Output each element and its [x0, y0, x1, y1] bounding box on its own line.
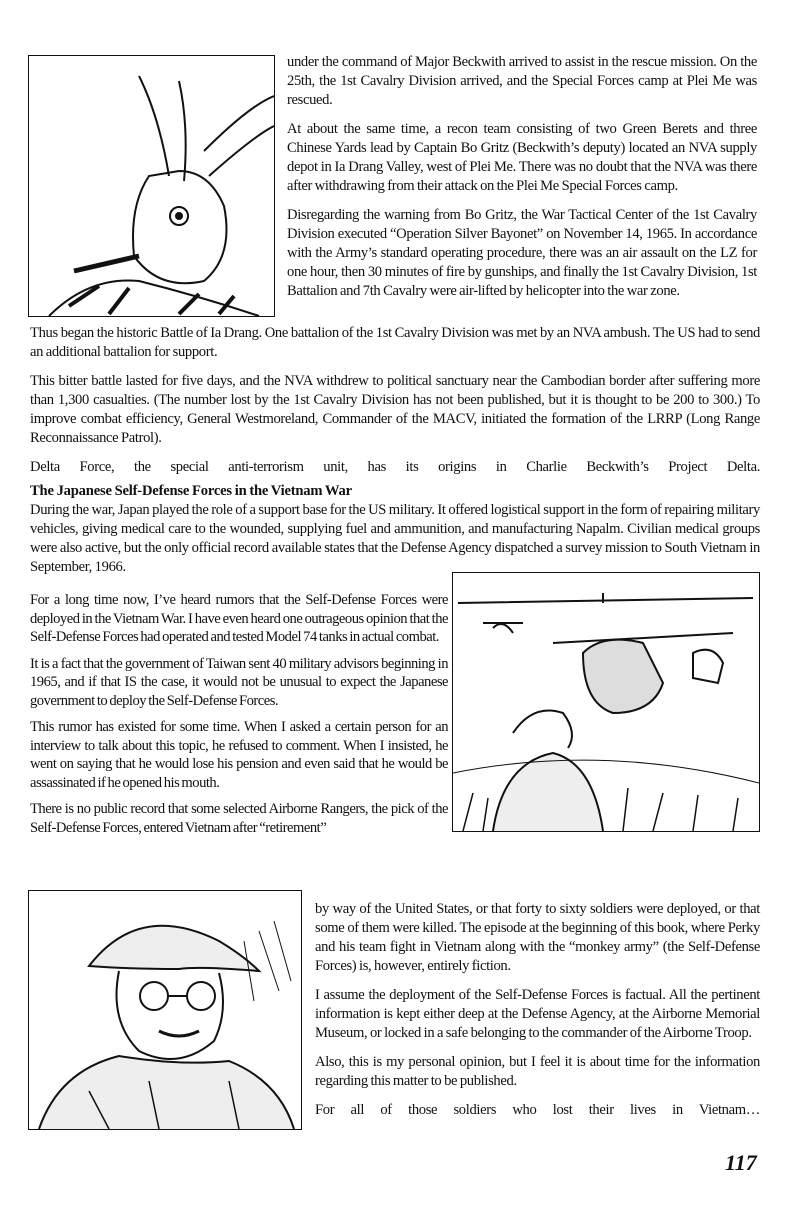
paragraph: At about the same time, a recon team consisting of two Green Berets and three Chinese Yards lead by Captain Bo Gritz (Beckwith’s deputy) located an NVA supply depot in Ia Drang Valley, west of Plei Me. There was no doubt that the NVA was there after withdrawing from their attack on the Plei Me Special Forces camp. [287, 121, 757, 194]
paragraph: It is a fact that the government of Taiwan sent 40 military advisors beginning in 1965, and if that IS the case, it would not be unusual to expect the Japanese government to deploy the Self-Defense Forces. [30, 655, 448, 709]
rabbit-drawing [29, 56, 274, 316]
paragraph: This bitter battle lasted for five days, and the NVA withdrew to political sanctuary near the Cambodian border after suffering more than 1,300 casualties. (The number lost by the 1st Cavalry Division has not been published, but it is thought to be 200 to 300.) To improve combat efficiency, General Westmoreland, Commander of the MACV, initiated the formation of the LRRP (Long Range Reconnaissance Patrol). [30, 373, 760, 446]
illustration-rabbit-soldier [28, 55, 275, 317]
paragraph: This rumor has existed for some time. When I asked a certain person for an interview to talk about this topic, he refused to comment. When I insisted, he went on saying that he would lose his pension and even said that he would be assassinated if he opened his mouth. [30, 719, 448, 791]
section3-left-column [30, 591, 448, 845]
illustration-monkey-soldier [28, 890, 302, 1130]
illustration-helicopters [452, 572, 760, 832]
paragraph: During the war, Japan played the role of a support base for the US military. It offered logistical support in the form of repairing military vehicles, giving medical care to the wounded, supplying fuel and ammunition, and manufacturing Napalm. Civilian medical groups were also active, but the only official record available states that the Defense Agency dispatched a survey mission to South Vietnam in September, 1966. [30, 502, 760, 575]
section2-full-width [30, 324, 760, 587]
monkey-drawing [29, 891, 301, 1129]
page-number: 117 [725, 1150, 757, 1175]
section-heading: The Japanese Self-Defense Forces in the Vietnam War [30, 483, 352, 499]
paragraph: Also, this is my personal opinion, but I feel it is about time for the information regarding this matter to be published. [315, 1054, 760, 1089]
section1-right-column [287, 53, 757, 311]
paragraph: Disregarding the warning from Bo Gritz, the War Tactical Center of the 1st Cavalry Division executed “Operation Silver Bayonet” on November 14, 1965. In accordance with the Army’s standard operating procedure, there was an air assault on the LZ for one hour, then 30 minutes of fire by gunships, and finally the 1st Cavalry Division, 1st Battalion and 7th Cavalry were air-lifted by helicopter into the war zone. [287, 207, 757, 299]
paragraph: For all of those soldiers who lost their lives in Vietnam… [315, 1102, 760, 1118]
paragraph: Thus began the historic Battle of Ia Drang. One battalion of the 1st Cavalry Division was met by an NVA ambush. The US had to send an additional battalion for support. [30, 325, 760, 360]
paragraph: Delta Force, the special anti-terrorism unit, has its origins in Charlie Beckwith’s Project Delta. [30, 459, 760, 475]
paragraph: I assume the deployment of the Self-Defense Forces is factual. All the pertinent information is kept either deep at the Defense Agency, at the Airborne Memorial Museum, or locked in a safe belonging to the commander of the Airborne Troop. [315, 987, 760, 1041]
paragraph: For a long time now, I’ve heard rumors that the Self-Defense Forces were deployed in the Vietnam War. I have even heard one outrageous opinion that the Self-Defense Forces had operated and tested Model 74 tanks in actual combat. [30, 592, 448, 645]
paragraph: by way of the United States, or that forty to sixty soldiers were deployed, or that some of them were killed. The episode at the beginning of this book, where Perky and his team fight in Vietnam along with the “monkey army” (the Self-Defense Forces) is, however, entirely fiction. [315, 901, 760, 974]
section4-right-column [315, 900, 760, 1130]
helicopter-drawing [453, 573, 759, 831]
paragraph: under the command of Major Beckwith arrived to assist in the rescue mission. On the 25th, the 1st Cavalry Division arrived, and the Special Forces camp at Plei Me was rescued. [287, 54, 757, 108]
paragraph: There is no public record that some selected Airborne Rangers, the pick of the Self-Defense Forces, entered Vietnam after “retirement” [30, 801, 448, 836]
